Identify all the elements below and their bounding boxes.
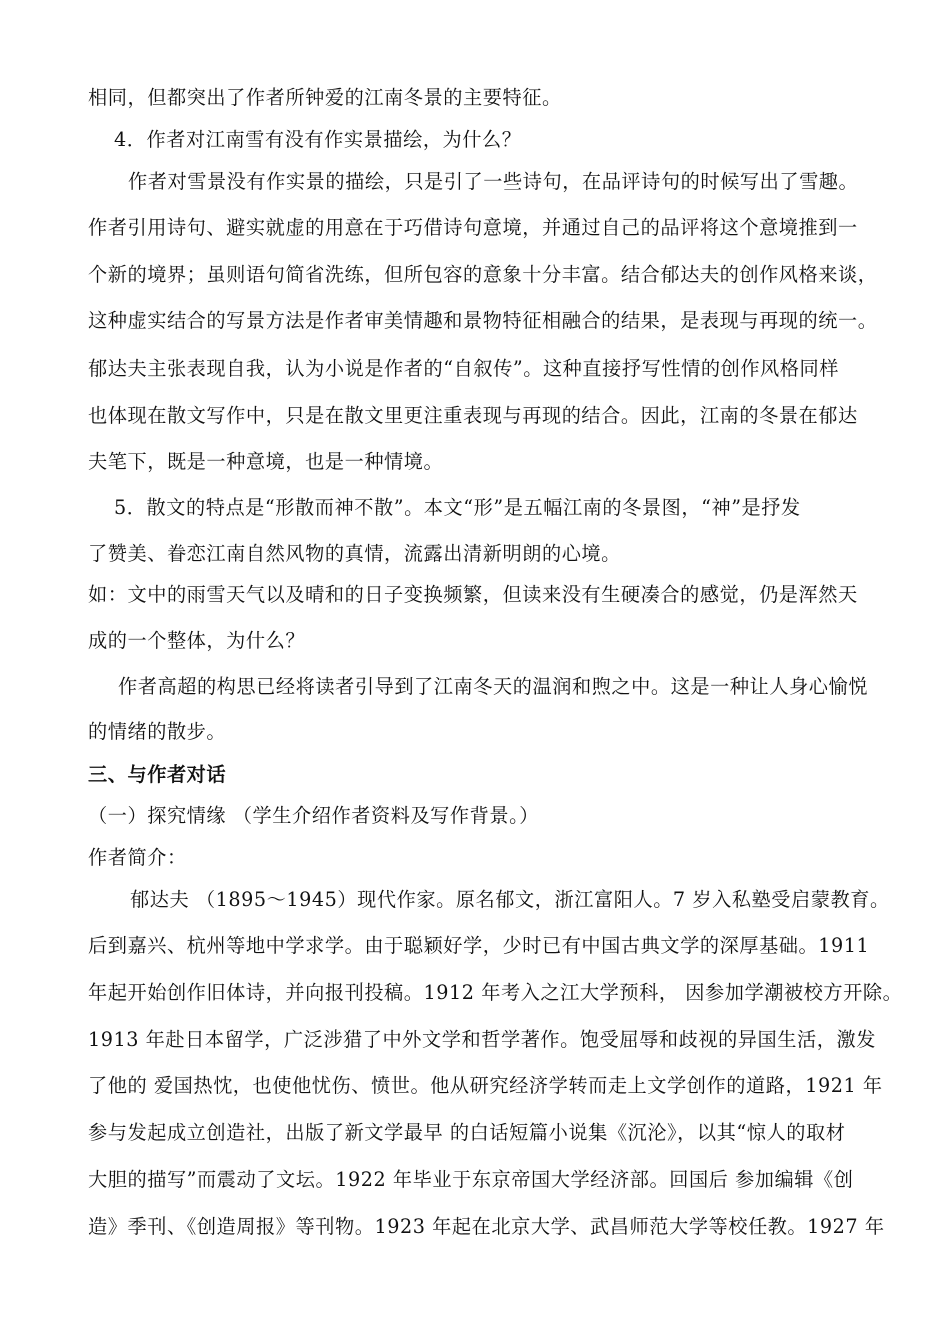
paragraph-line: 大胆的描写”而震动了文坛。1922 年毕业于东京帝国大学经济部。回国后 参加编辑《创 xyxy=(88,1168,854,1191)
paragraph-line: 相同，但都突出了作者所钟爱的江南冬景的主要特征。 xyxy=(88,86,562,109)
question-5-heading: 5．散文的特点是“形散而神不散”。本文“形”是五幅江南的冬景图，“神”是抒发 xyxy=(114,496,801,519)
paragraph-line: 的情绪的散步。 xyxy=(88,720,227,743)
paragraph-line: 成的一个整体，为什么？ xyxy=(88,629,306,652)
paragraph-line: 如：文中的雨雪天气以及晴和的日子变换频繁，但读来没有生硬凑合的感觉，仍是浑然天 xyxy=(88,583,858,606)
paragraph-line: 作者对雪景没有作实景的描绘，只是引了一些诗句，在品评诗句的时候写出了雪趣。 xyxy=(128,170,859,193)
paragraph-line: 造》季刊、《创造周报》等刊物。1923 年起在北京大学、武昌师范大学等校任教。1927 年 xyxy=(88,1215,885,1238)
paragraph-line: 参与发起成立创造社，出版了新文学最早 的白话短篇小说集《沉沦》，以其“惊人的取材 xyxy=(88,1121,846,1144)
paragraph-line: 1913 年赴日本留学，广泛涉猎了中外文学和哲学著作。饱受屈辱和歧视的异国生活，激发 xyxy=(88,1028,876,1051)
paragraph-line: 作者高超的构思已经将读者引导到了江南冬天的温润和煦之中。这是一种让人身心愉悦 xyxy=(118,675,869,698)
paragraph-line: 也体现在散文写作中，只是在散文里更注重表现与再现的结合。因此，江南的冬景在郁达 xyxy=(88,404,858,427)
paragraph-line: 作者引用诗句、避实就虚的用意在于巧借诗句意境，并通过自己的品评将这个意境推到一 xyxy=(88,216,858,239)
paragraph-line: 郁达夫主张表现自我，认为小说是作者的“自叙传”。这种直接抒写性情的创作风格同样 xyxy=(88,357,840,380)
section-heading: 三、与作者对话 xyxy=(88,763,227,786)
question-4-heading: 4．作者对江南雪有没有作实景描绘，为什么？ xyxy=(114,128,522,151)
author-intro-label: 作者简介： xyxy=(88,846,187,869)
paragraph-line: 郁达夫 （1895～1945）现代作家。原名郁文，浙江富阳人。7 岁入私塾受启蒙教育。 xyxy=(130,888,890,911)
paragraph-line: 这种虚实结合的写景方法是作者审美情趣和景物特征相融合的结果，是表现与再现的统一。 xyxy=(88,309,878,332)
subsection-heading: （一）探究情缘 （学生介绍作者资料及写作背景。） xyxy=(88,804,540,827)
paragraph-line: 后到嘉兴、杭州等地中学求学。由于聪颖好学，少时已有中国古典文学的深厚基础。1911 xyxy=(88,934,870,957)
paragraph-line: 个新的境界；虽则语句简省洗练，但所包容的意象十分丰富。结合郁达夫的创作风格来谈， xyxy=(88,263,878,286)
paragraph-line: 夫笔下，既是一种意境，也是一种情境。 xyxy=(88,450,444,473)
paragraph-line: 了他的 爱国热忱，也使他忧伤、愤世。他从研究经济学转而走上文学创作的道路，1921 年 xyxy=(88,1074,883,1097)
paragraph-line: 年起开始创作旧体诗，并向报刊投稿。1912 年考入之江大学预科， 因参加学潮被校方开除。 xyxy=(88,981,903,1004)
paragraph-line: 了赞美、眷恋江南自然风物的真情，流露出清新明朗的心境。 xyxy=(88,542,621,565)
